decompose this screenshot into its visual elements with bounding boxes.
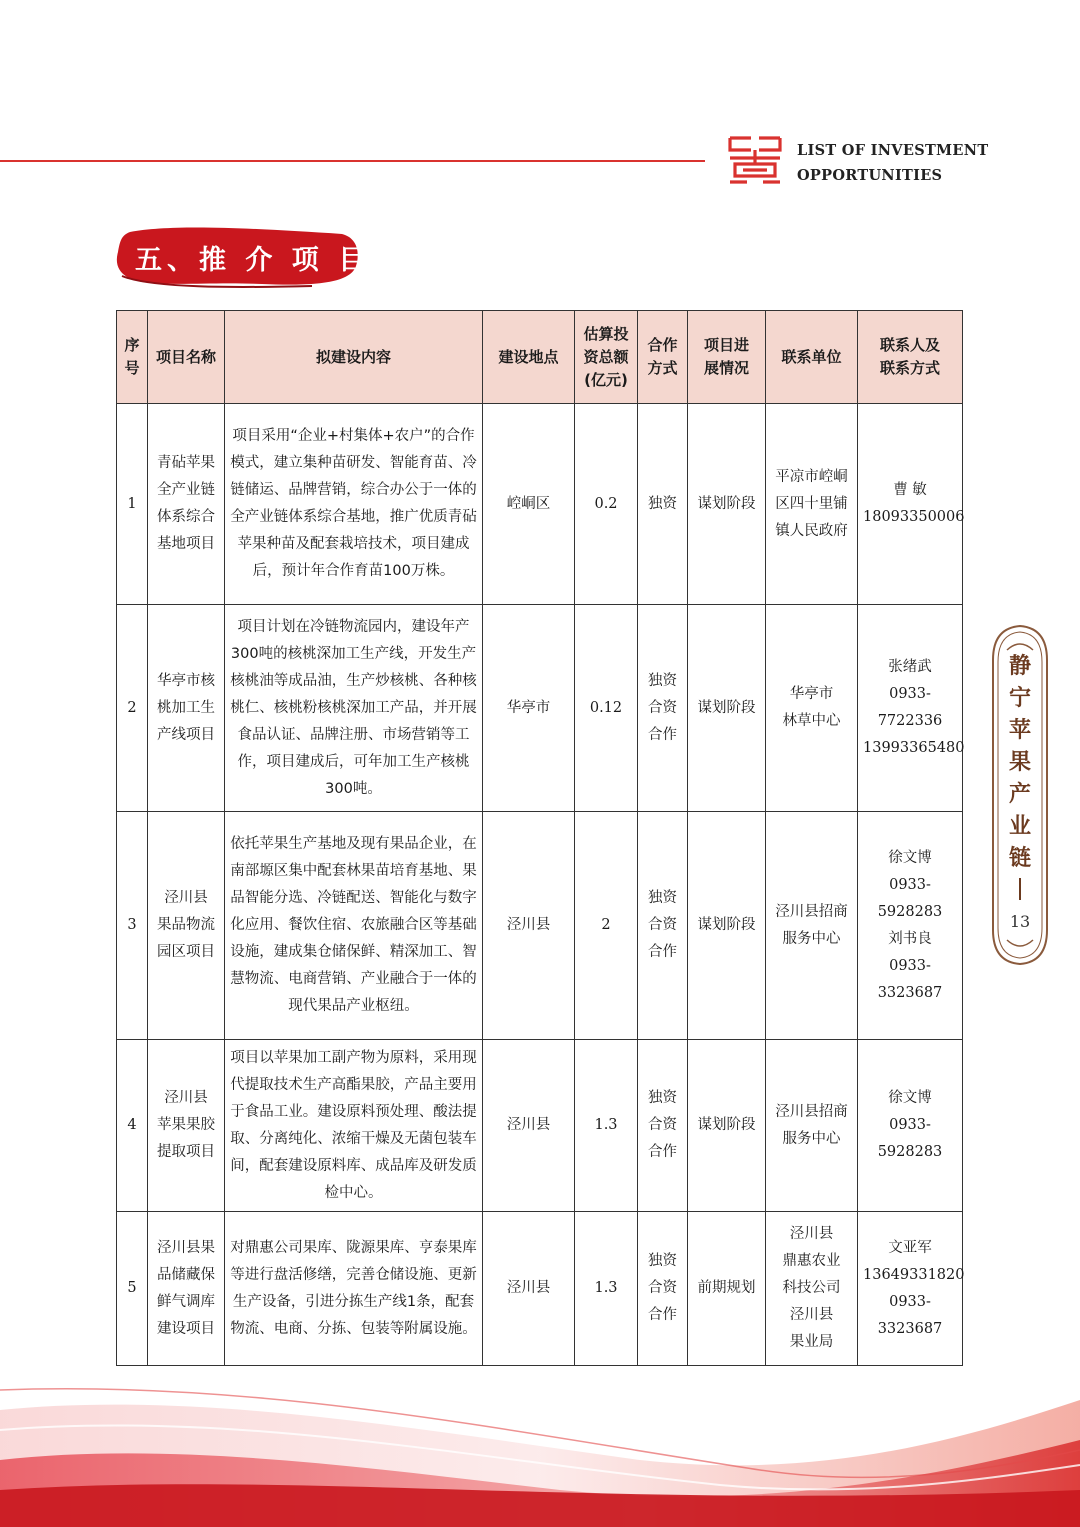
row-investment: 1.3 [575, 1040, 638, 1212]
row-contact: 曹 敏 18093350006 [858, 404, 963, 605]
row-progress: 谋划阶段 [688, 812, 766, 1040]
row-location: 泾川县 [483, 812, 575, 1040]
table-row [117, 1040, 963, 1212]
side-tab-char: 果 [1008, 749, 1031, 775]
header-content: 拟建设内容 [225, 311, 483, 404]
row-unit: 泾川县招商 服务中心 [766, 812, 858, 1040]
row-seq: 5 [117, 1212, 148, 1366]
row-seq: 3 [117, 812, 148, 1040]
row-contact: 徐文博 0933-5928283 刘书良 0933-3323687 [858, 812, 963, 1040]
row-progress: 前期规划 [688, 1212, 766, 1366]
table-header-row [117, 311, 963, 404]
row-unit: 平凉市崆峒 区四十里铺 镇人民政府 [766, 404, 858, 605]
row-name: 青砧苹果 全产业链 体系综合 基地项目 [148, 404, 225, 605]
header-contact: 联系人及 联系方式 [858, 311, 963, 404]
row-location: 华亭市 [483, 605, 575, 812]
row-unit: 泾川县招商 服务中心 [766, 1040, 858, 1212]
side-tab-char: 链 [1008, 845, 1031, 871]
row-name: 华亭市核 桃加工生 产线项目 [148, 605, 225, 812]
row-unit: 泾川县 鼎惠农业 科技公司 泾川县 果业局 [766, 1212, 858, 1366]
row-seq: 2 [117, 605, 148, 812]
header-name: 项目名称 [148, 311, 225, 404]
row-seq: 1 [117, 404, 148, 605]
row-investment: 2 [575, 812, 638, 1040]
row-name: 泾川县 苹果果胶 提取项目 [148, 1040, 225, 1212]
side-tab-char: 产 [1008, 781, 1031, 807]
header-investment: 估算投 资总额 (亿元) [575, 311, 638, 404]
side-tab-divider [1019, 878, 1021, 900]
side-tab-char: 静 [1008, 653, 1031, 679]
row-mode: 独资 合资 合作 [638, 1040, 688, 1212]
row-investment: 0.12 [575, 605, 638, 812]
row-name: 泾川县 果品物流 园区项目 [148, 812, 225, 1040]
table-row [117, 812, 963, 1040]
row-content: 项目采用“企业+村集体+农户”的合作模式，建立集种苗研发、智能育苗、冷链储运、品牌营销，综合办公于一体的全产业链体系综合基地，推广优质青砧苹果种苗及配套栽培技术，项目建成后，预计年合作育苗100万株。 [225, 404, 483, 605]
row-progress: 谋划阶段 [688, 605, 766, 812]
row-location: 泾川县 [483, 1212, 575, 1366]
header-progress: 项目进 展情况 [688, 311, 766, 404]
side-tab-char: 苹 [1008, 717, 1031, 743]
header-title-line2: OPPORTUNITIES [797, 167, 943, 184]
section-title: 五、推 介 项 目 [135, 245, 371, 276]
seal-logo-icon [725, 130, 785, 190]
bottom-wave-decoration [0, 1370, 1080, 1527]
row-mode: 独资 [638, 404, 688, 605]
row-location: 崆峒区 [483, 404, 575, 605]
row-content: 项目以苹果加工副产物为原料，采用现代提取技术生产高酯果胶，产品主要用于食品工业。建设原料预处理、酸法提取、分离纯化、浓缩干燥及无菌包装车间，配套建设原料库、成品库及研发质检中心。 [225, 1040, 483, 1212]
row-investment: 0.2 [575, 404, 638, 605]
row-progress: 谋划阶段 [688, 1040, 766, 1212]
row-contact: 文亚军 13649331820 0933-3323687 [858, 1212, 963, 1366]
header-seq: 序 号 [117, 311, 148, 404]
header-rule [0, 160, 705, 162]
row-content: 对鼎惠公司果库、陇源果库、亨泰果库等进行盘活修缮，完善仓储设施、更新生产设备，引进分拣生产线1条，配套物流、电商、分拣、包装等附属设施。 [225, 1212, 483, 1366]
row-name: 泾川县果 品储藏保 鲜气调库 建设项目 [148, 1212, 225, 1366]
row-content: 依托苹果生产基地及现有果品企业，在南部塬区集中配套林果苗培育基地、果品智能分选、冷链配送、智能化与数字化应用、餐饮住宿、农旅融合区等基础设施，建成集仓储保鲜、精深加工、智慧物流、电商营销、产业融合于一体的现代果品产业枢纽。 [225, 812, 483, 1040]
row-content: 项目计划在冷链物流园内，建设年产300吨的核桃深加工生产线，开发生产核桃油等成品油，生产炒核桃、各种核桃仁、核桃粉核桃深加工产品，并开展食品认证、品牌注册、市场营销等工作，项目建成后，可年加工生产核桃300吨。 [225, 605, 483, 812]
row-progress: 谋划阶段 [688, 404, 766, 605]
row-mode: 独资 合资 合作 [638, 812, 688, 1040]
row-investment: 1.3 [575, 1212, 638, 1366]
table-row [117, 605, 963, 812]
header-unit: 联系单位 [766, 311, 858, 404]
side-tab-char: 宁 [1008, 685, 1031, 711]
row-mode: 独资 合资 合作 [638, 605, 688, 812]
header-title-line1: LIST OF INVESTMENT [797, 142, 989, 159]
header-mode: 合作 方式 [638, 311, 688, 404]
header-title [797, 138, 988, 188]
row-seq: 4 [117, 1040, 148, 1212]
row-location: 泾川县 [483, 1040, 575, 1212]
row-mode: 独资 合资 合作 [638, 1212, 688, 1366]
side-tab-title [1000, 650, 1040, 874]
page-number: 13 [1009, 912, 1031, 931]
investment-table [116, 310, 963, 1366]
row-unit: 华亭市 林草中心 [766, 605, 858, 812]
table-row [117, 1212, 963, 1366]
table-row [117, 404, 963, 605]
row-contact: 徐文博 0933-5928283 [858, 1040, 963, 1212]
header-location: 建设地点 [483, 311, 575, 404]
side-tab-char: 业 [1008, 813, 1031, 839]
row-contact: 张绪武 0933-7722336 13993365480 [858, 605, 963, 812]
